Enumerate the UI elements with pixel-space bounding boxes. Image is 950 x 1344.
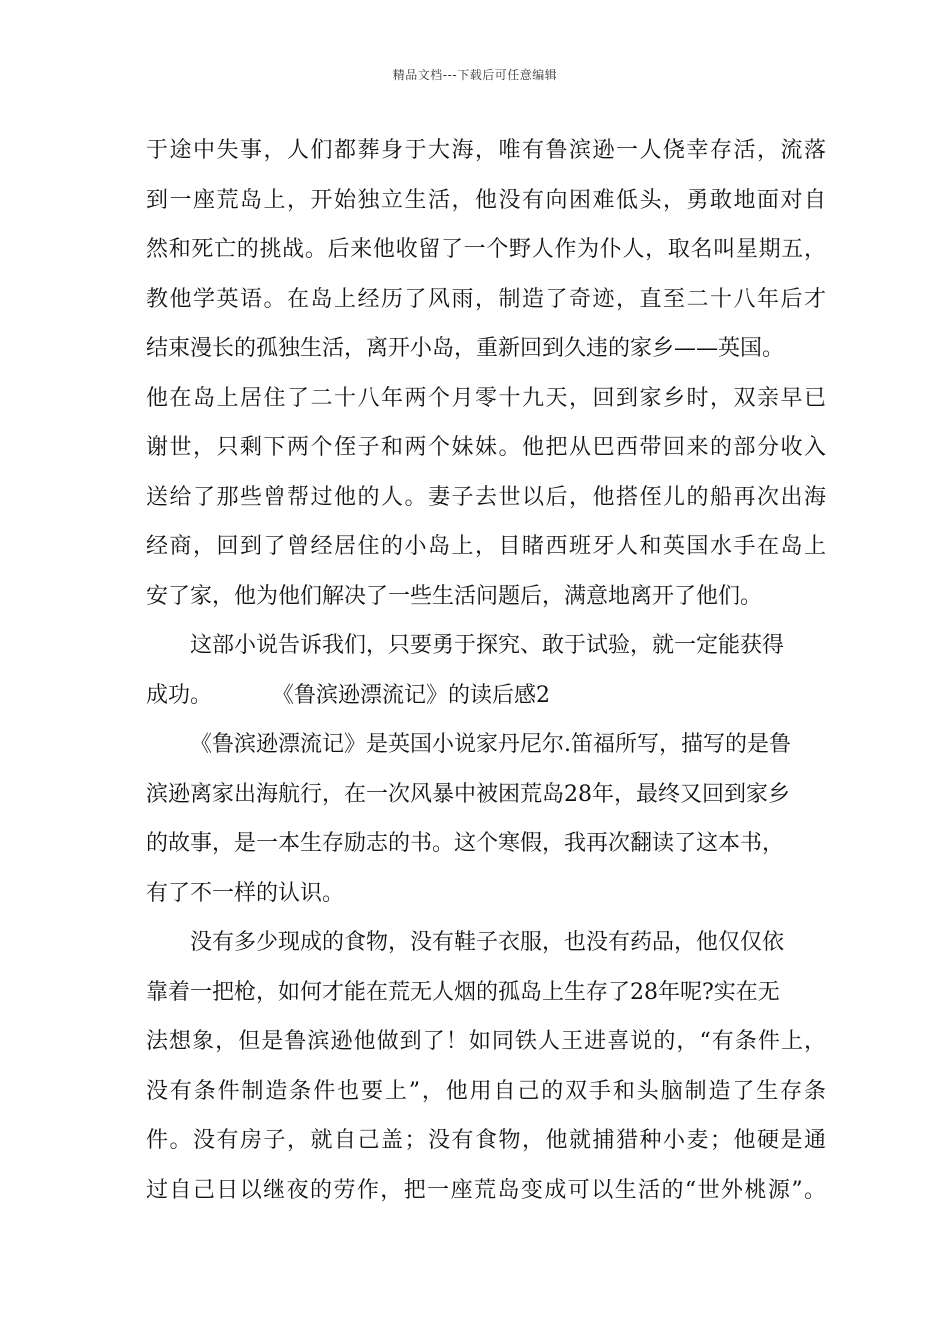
- text-line: 到一座荒岛上，开始独立生活，他没有向困难低头，勇敢地面对自: [146, 187, 826, 213]
- text-line: 过自己日以继夜的劳作，把一座荒岛变成可以生活的“世外桃源”。: [146, 1177, 826, 1203]
- text-line: 没有条件制造条件也要上”，他用自己的双手和头脑制造了生存条: [146, 1078, 826, 1104]
- text-line: 滨逊离家出海航行，在一次风暴中被困荒岛28年，最终又回到家乡: [146, 781, 790, 807]
- text-line: 于途中失事，人们都葬身于大海，唯有鲁滨逊一人侥幸存活，流落: [146, 138, 826, 163]
- text-fragment: 成功。: [146, 682, 213, 708]
- text-line: 安了家，他为他们解决了一些生活问题后，满意地离开了他们。: [146, 583, 763, 609]
- text-line: 有了不一样的认识。: [146, 880, 345, 906]
- text-line: 他在岛上居住了二十八年两个月零十九天，回到家乡时，双亲早已: [146, 385, 826, 411]
- text-line: 件。没有房子，就自己盖；没有食物，他就捕猎种小麦；他硬是通: [146, 1128, 826, 1153]
- paragraph-first-line: 没有多少现成的食物，没有鞋子衣服，也没有药品，他仅仅依: [190, 930, 785, 955]
- text-line: 然和死亡的挑战。后来他收留了一个野人作为仆人，取名叫星期五，: [146, 237, 826, 262]
- text-line: 教他学英语。在岛上经历了风雨，制造了奇迹，直至二十八年后才: [146, 286, 826, 312]
- text-line: 的故事，是一本生存励志的书。这个寒假，我再次翻读了这本书，: [146, 831, 785, 856]
- paragraph-first-line: 《鲁滨逊漂流记》是英国小说家丹尼尔.笛福所写，描写的是鲁: [190, 732, 791, 757]
- text-line-with-heading: [146, 671, 826, 721]
- page-header-watermark: 精品文档---下载后可任意编辑: [392, 68, 558, 82]
- text-line: 结束漫长的孤独生活，离开小岛，重新回到久违的家乡——英国。: [146, 336, 785, 361]
- text-line: 靠着一把枪，如何才能在荒无人烟的孤岛上生存了28年呢?实在无: [146, 979, 780, 1005]
- text-line: 经商，回到了曾经居住的小岛上，目睹西班牙人和英国水手在岛上: [146, 534, 826, 559]
- paragraph-first-line: 这部小说告诉我们，只要勇于探究、敢于试验，就一定能获得: [190, 633, 785, 658]
- text-line: 送给了那些曾帮过他的人。妻子去世以后，他搭侄儿的船再次出海: [146, 484, 826, 510]
- section-heading: 《鲁滨逊漂流记》的读后感2: [272, 682, 551, 708]
- text-line: 谢世，只剩下两个侄子和两个妹妹。他把从巴西带回来的部分收入: [146, 435, 826, 460]
- document-body: [146, 126, 826, 1215]
- text-line: 法想象，但是鲁滨逊他做到了！如同铁人王进喜说的，“有条件上，: [146, 1029, 826, 1054]
